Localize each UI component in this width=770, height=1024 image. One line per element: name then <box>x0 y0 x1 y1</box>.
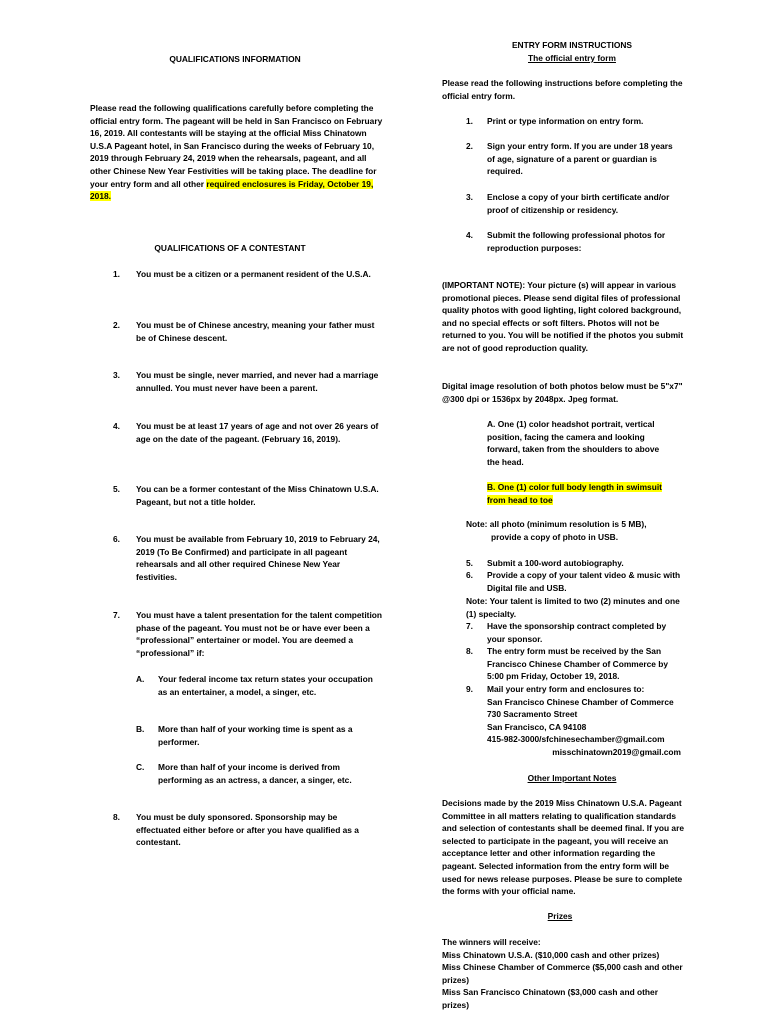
photo-a-headshot: A. One (1) color headshot portrait, vertical position, facing the camera and looking forward, taken from the shoulders to above the head. <box>487 419 660 467</box>
qualification-item-3: 3. You must be single, never married, and never had a marriage annulled. You must never have been a parent. <box>113 370 379 393</box>
right-intro: Please read the following instructions before completing the official entry form. <box>442 78 683 101</box>
photo-important-note: (IMPORTANT NOTE): Your picture (s) will appear in various promotional pieces. Please send digital files of professional quality photos with good lighting, light colored background, and no special effects or soft filters. Photos will not be returned to you. You will be notified if the photos you submit are not of good reproduction quality. <box>442 280 684 353</box>
prizes-list <box>442 936 687 1012</box>
prize-item: Miss Chinatown U.S.A. ($10,000 cash and other prizes) <box>442 949 660 960</box>
left-heading: QUALIFICATIONS INFORMATION <box>169 54 301 64</box>
instruction-item-4: 4. Submit the following professional photos for reproduction purposes: <box>466 230 666 253</box>
qualification-item-4: 4. You must be at least 17 years of age and not over 26 years of age on the date of the pageant. (February 16, 2019). <box>113 421 379 444</box>
right-heading: ENTRY FORM INSTRUCTIONS <box>511 40 633 50</box>
left-intro-text: Please read the following qualifications carefully before completing the official entry form. The pageant will be held in San Francisco on February 16, 2019. All contestants will be staying at the official Miss Chinatown U.S.A Pageant hotel, in San Francisco during the weeks of February 10, 2019 through February 24, 2019 when the rehearsals, pageant, and all other Chinese New Year Festivities will be taking place. The deadline for your entry form and all other <box>90 103 383 189</box>
qualification-item-8: 8. You must be duly sponsored. Sponsorship may be effectuated either before or after you have qualified as a contestant. <box>113 812 359 848</box>
instruction-item-8: 8. The entry form must be received by the San Francisco Chinese Chamber of Commerce by 5:00 pm Friday, October 19, 2018. <box>466 646 669 682</box>
other-notes-text: Decisions made by the 2019 Miss Chinatown U.S.A. Pageant Committee in all matters relating to qualification standards and selection of contestants shall be deemed final. If you are selected to participate in the pageant, you will receive an acceptance letter and other information regarding the pageant. Selected information from the entry form will be used for news release purposes. Please be sure to complete the forms with your official name. <box>442 798 685 897</box>
prize-item: Miss San Francisco Chinatown ($3,000 cash and other prizes) <box>442 987 658 1010</box>
instruction-item-6: 6. Provide a copy of your talent video & music with Digital file and USB. <box>466 570 681 593</box>
right-subheading: The official entry form <box>528 53 616 63</box>
mailing-address-line-1: San Francisco Chinese Chamber of Commerce <box>487 696 674 707</box>
professional-criterion-a: A. Your federal income tax return states your occupation as an entertainer, a model, a singer, etc. <box>136 674 373 697</box>
left-intro <box>90 102 385 203</box>
prize-item: Miss Chinese Chamber of Commerce ($5,000 cash and other prizes) <box>442 962 683 985</box>
mailing-address-line-2: 730 Sacramento Street <box>487 709 578 720</box>
prizes-heading: Prizes <box>547 911 573 921</box>
instruction-item-9: 9. Mail your entry form and enclosures to: San Francisco Chinese Chamber of Commerce 730 Sacramento Street San Francisco, CA 94108 415-982-3000/sfchinesechamber@gmail.com misschinatown2019@gmail.com <box>466 684 681 757</box>
qualifications-subheading: QUALIFICATIONS OF A CONTESTANT <box>154 243 306 253</box>
contact-phone-email: 415-982-3000/sfchinesechamber@gmail.com <box>487 734 665 745</box>
instruction-item-3: 3. Enclose a copy of your birth certificate and/or proof of citizenship or residency. <box>466 192 670 215</box>
instruction-item-5: 5. Submit a 100-word autobiography. <box>466 558 624 568</box>
qualification-item-7: 7. You must have a talent presentation for the talent competition phase of the pageant. You must not be or have ever been a “professional” entertainer or model. You are deemed a “professional” if: <box>113 610 383 658</box>
instruction-item-2: 2. Sign your entry form. If you are under 18 years of age, signature of a parent or guardian is required. <box>466 141 673 177</box>
professional-criterion-b: B. More than half of your working time is spent as a performer. <box>136 724 353 747</box>
talent-time-note: Note: Your talent is limited to two (2) minutes and one (1) specialty. <box>466 596 680 619</box>
photo-b-full-body: B. One (1) color full body length in swimsuit from head to toe <box>487 482 662 505</box>
other-notes-heading: Other Important Notes <box>527 773 617 783</box>
prizes-intro: The winners will receive: <box>442 937 541 947</box>
mailing-address-line-3: San Francisco, CA 94108 <box>487 721 587 732</box>
qualification-item-2: 2. You must be of Chinese ancestry, meaning your father must be of Chinese descent. <box>113 320 375 343</box>
left-intro-deadline: required enclosures is Friday, October 19, 2018. <box>90 178 374 202</box>
qualification-item-5: 5. You can be a former contestant of the Miss Chinatown U.S.A. Pageant, but not a title holder. <box>113 484 379 507</box>
instruction-item-1: 1. Print or type information on entry form. <box>466 116 644 126</box>
qualification-item-1: 1. You must be a citizen or a permanent resident of the U.S.A. <box>113 269 371 279</box>
contact-email: misschinatown2019@gmail.com <box>552 746 681 757</box>
photo-resolution-note: Digital image resolution of both photos below must be 5"x7" @300 dpi or 1536px by 2048px. Jpeg format. <box>442 381 683 404</box>
professional-criterion-c: C. More than half of your income is derived from performing as an actress, a dancer, a singer, etc. <box>136 762 352 785</box>
instruction-item-7: 7. Have the sponsorship contract completed by your sponsor. <box>466 621 667 644</box>
photo-size-note: Note: all photo (minimum resolution is 5 MB), provide a copy of photo in USB. <box>466 519 647 542</box>
qualification-item-6: 6. You must be available from February 10, 2019 to February 24, 2019 (To Be Confirmed) and participate in all pageant rehearsals and all other required Chinese New Year festivities. <box>113 534 380 582</box>
